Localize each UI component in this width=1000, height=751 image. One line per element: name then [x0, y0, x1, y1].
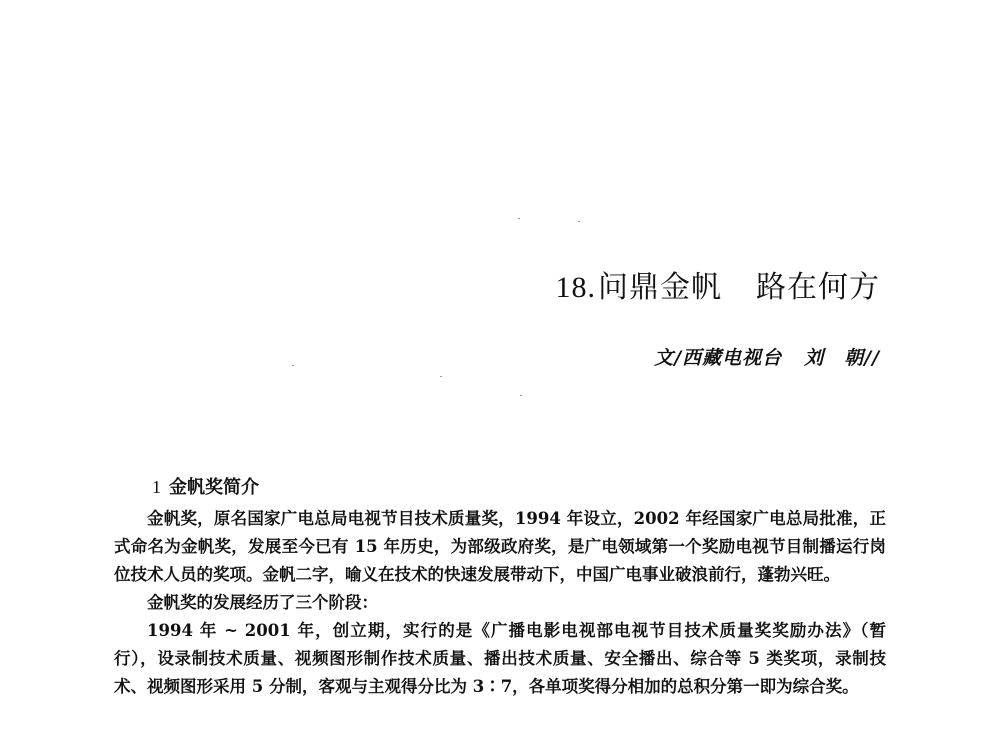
article-title: [556, 262, 881, 306]
paragraph: 1994 年 ~ 2001 年，创立期，实行的是《广播电影电视部电视节目技术质量奖奖励办法》（暂行），设录制技术质量、视频图形制作技术质量、播出技术质量、安全播出、综合等 5 类奖项，录制技术、视频图形采用 5 分制，客观与主观得分比为 3∶7，各单项奖得分相加的总积分第一即为综合奖。: [114, 621, 886, 696]
article-title-part2: 路在何方: [756, 270, 880, 305]
section-number: 1: [152, 477, 161, 497]
byline: [654, 343, 880, 370]
scan-speck: [292, 365, 294, 366]
scan-speck: [518, 218, 520, 219]
paragraph: 金帆奖的发展经历了三个阶段：: [147, 593, 378, 612]
article-title-part1: 问鼎金帆: [598, 270, 722, 305]
article-number: 18.: [555, 271, 596, 304]
section-heading: [152, 473, 259, 499]
paragraph: 金帆奖，原名国家广电总局电视节目技术质量奖，1994 年设立，2002 年经国家广电总局批准，正式命名为金帆奖，发展至今已有 15 年历史，为部级政府奖，是广电领域第一个奖励电视节目制播运行岗位技术人员的奖项。金帆二字，喻义在技术的快速发展带动下，中国广电事业破浪前行，蓬勃兴旺。: [114, 509, 886, 584]
article-body: [114, 505, 886, 701]
scan-speck: [578, 221, 580, 222]
byline-source: 文/西藏电视台: [654, 347, 783, 369]
scan-speck: [440, 376, 442, 377]
byline-author: 刘 朝//: [804, 347, 880, 369]
section-heading-text: 金帆奖简介: [169, 477, 259, 498]
scan-speck: [520, 395, 522, 396]
